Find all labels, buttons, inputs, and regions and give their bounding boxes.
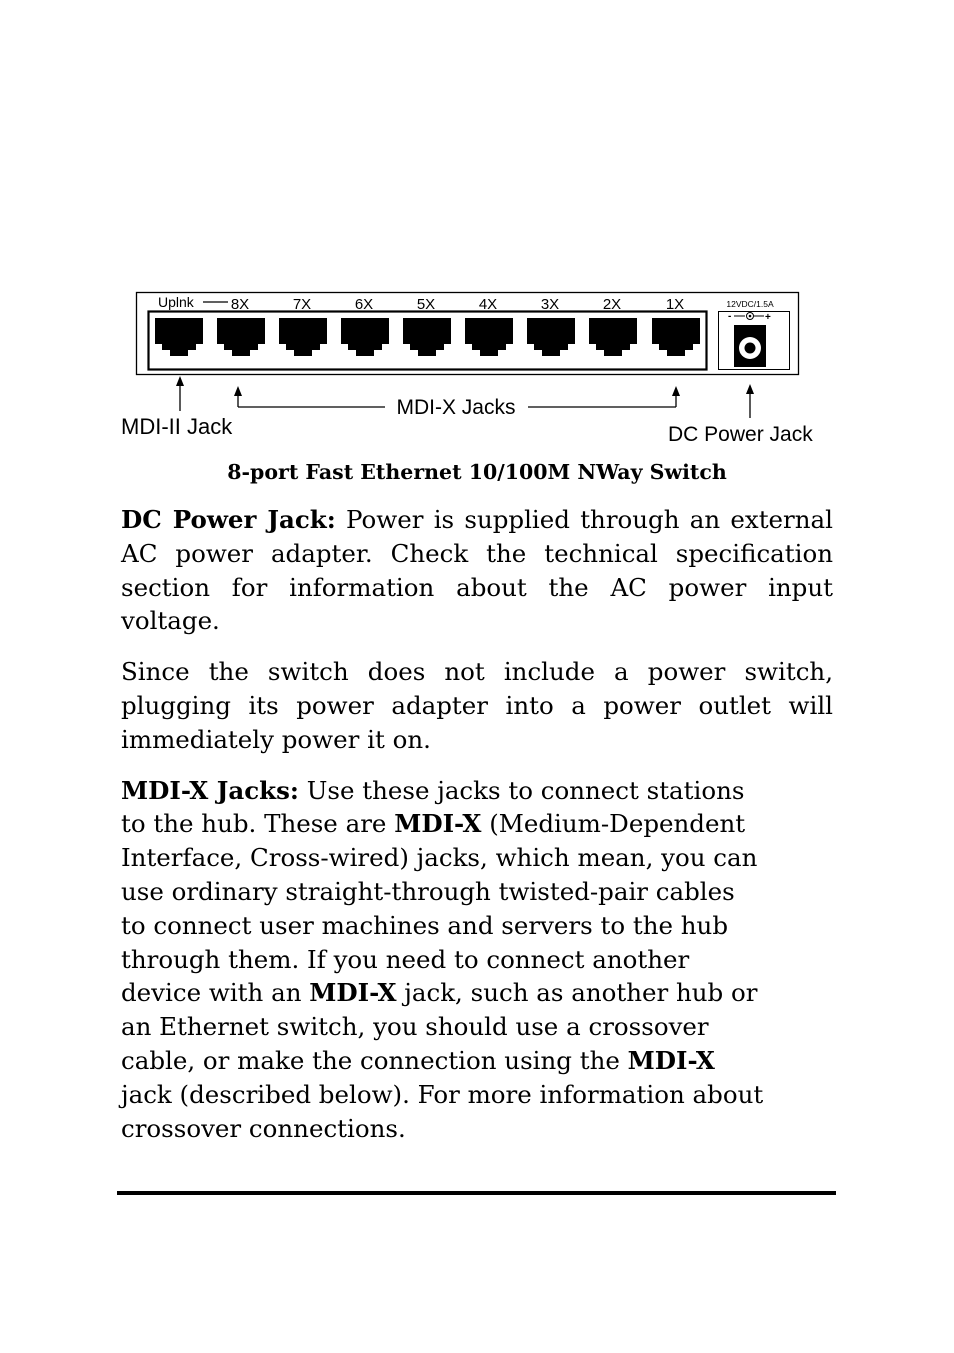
dc-power-jack xyxy=(734,325,766,367)
port-label-5x: 5X xyxy=(416,296,436,313)
rj45-jack-6x xyxy=(341,318,389,356)
port-label-3x: 3X xyxy=(540,296,560,313)
port-label-8x: 8X xyxy=(230,296,250,313)
uplink-label: Uplnk xyxy=(158,294,194,310)
dc-power-jack-label: DC Power Jack xyxy=(668,423,813,446)
paragraph-mdi-x-jacks: MDI-X Jacks: Use these jacks to connect stations to the hub. These are MDI-X (Medium-Dependent Interface, Cross-wired) jacks, which mean, you can use ordinary straight-through twisted-pair cables to connect user machines and servers to the hub through them. If you need to connect another device with an MDI-X jack, such as another hub or an Ethernet switch, you should use a crossover cable, or make the connection using the MDI-X jack (described below). For more information about crossover connections. xyxy=(121,775,764,1143)
mdi-ii-arrow xyxy=(176,376,184,411)
figure-caption: 8-port Fast Ethernet 10/100M NWay Switch xyxy=(227,460,727,484)
rj45-jack-4x xyxy=(465,318,513,356)
mdi-ii-jack-label: MDI-II Jack xyxy=(121,414,233,439)
term-mdi-x-jacks: MDI-X Jacks: xyxy=(121,775,299,805)
mdi-x-jacks-label: MDI-X Jacks xyxy=(396,396,516,419)
rj45-jack-7x xyxy=(279,318,327,356)
port-label-1x: 1X xyxy=(665,296,685,313)
port-label-2x: 2X xyxy=(602,296,622,313)
polarity-symbol xyxy=(728,311,771,323)
port-label-4x: 4X xyxy=(478,296,498,313)
port-label-7x: 7X xyxy=(292,296,312,313)
rj45-jack-8x xyxy=(217,318,265,356)
port-label-6x: 6X xyxy=(354,296,374,313)
term-mdi-x-1: MDI-X xyxy=(394,809,482,839)
paragraph-power-switch-note: Since the switch does not include a power switch, plugging its power adapter into a power outlet will immediately power it on. xyxy=(121,657,833,754)
power-rating-label: 12VDC/1.5A xyxy=(726,299,774,309)
polarity-plus: + xyxy=(765,312,771,323)
term-dc-power-jack: DC Power Jack: xyxy=(121,505,336,534)
paragraph-dc-power-jack xyxy=(121,503,833,638)
rj45-jack-1x xyxy=(652,318,700,356)
rj45-jack-5x xyxy=(403,318,451,356)
switch-front-panel-diagram xyxy=(0,0,954,460)
term-mdi-x-3: MDI-X xyxy=(627,1045,715,1075)
rj45-jack-2x xyxy=(589,318,637,356)
rj45-jack-uplink xyxy=(155,318,203,356)
dc-power-jack-description: Power is supplied through an external AC power adapter. Check the technical specification section for information about the AC power input voltage. xyxy=(121,505,833,636)
rj45-jack-3x xyxy=(527,318,575,356)
polarity-minus: - xyxy=(728,311,732,322)
term-mdi-x-2: MDI-X xyxy=(309,978,397,1008)
body-text xyxy=(121,503,833,1145)
dc-power-arrow xyxy=(746,384,754,418)
footer-rule xyxy=(117,1191,836,1195)
